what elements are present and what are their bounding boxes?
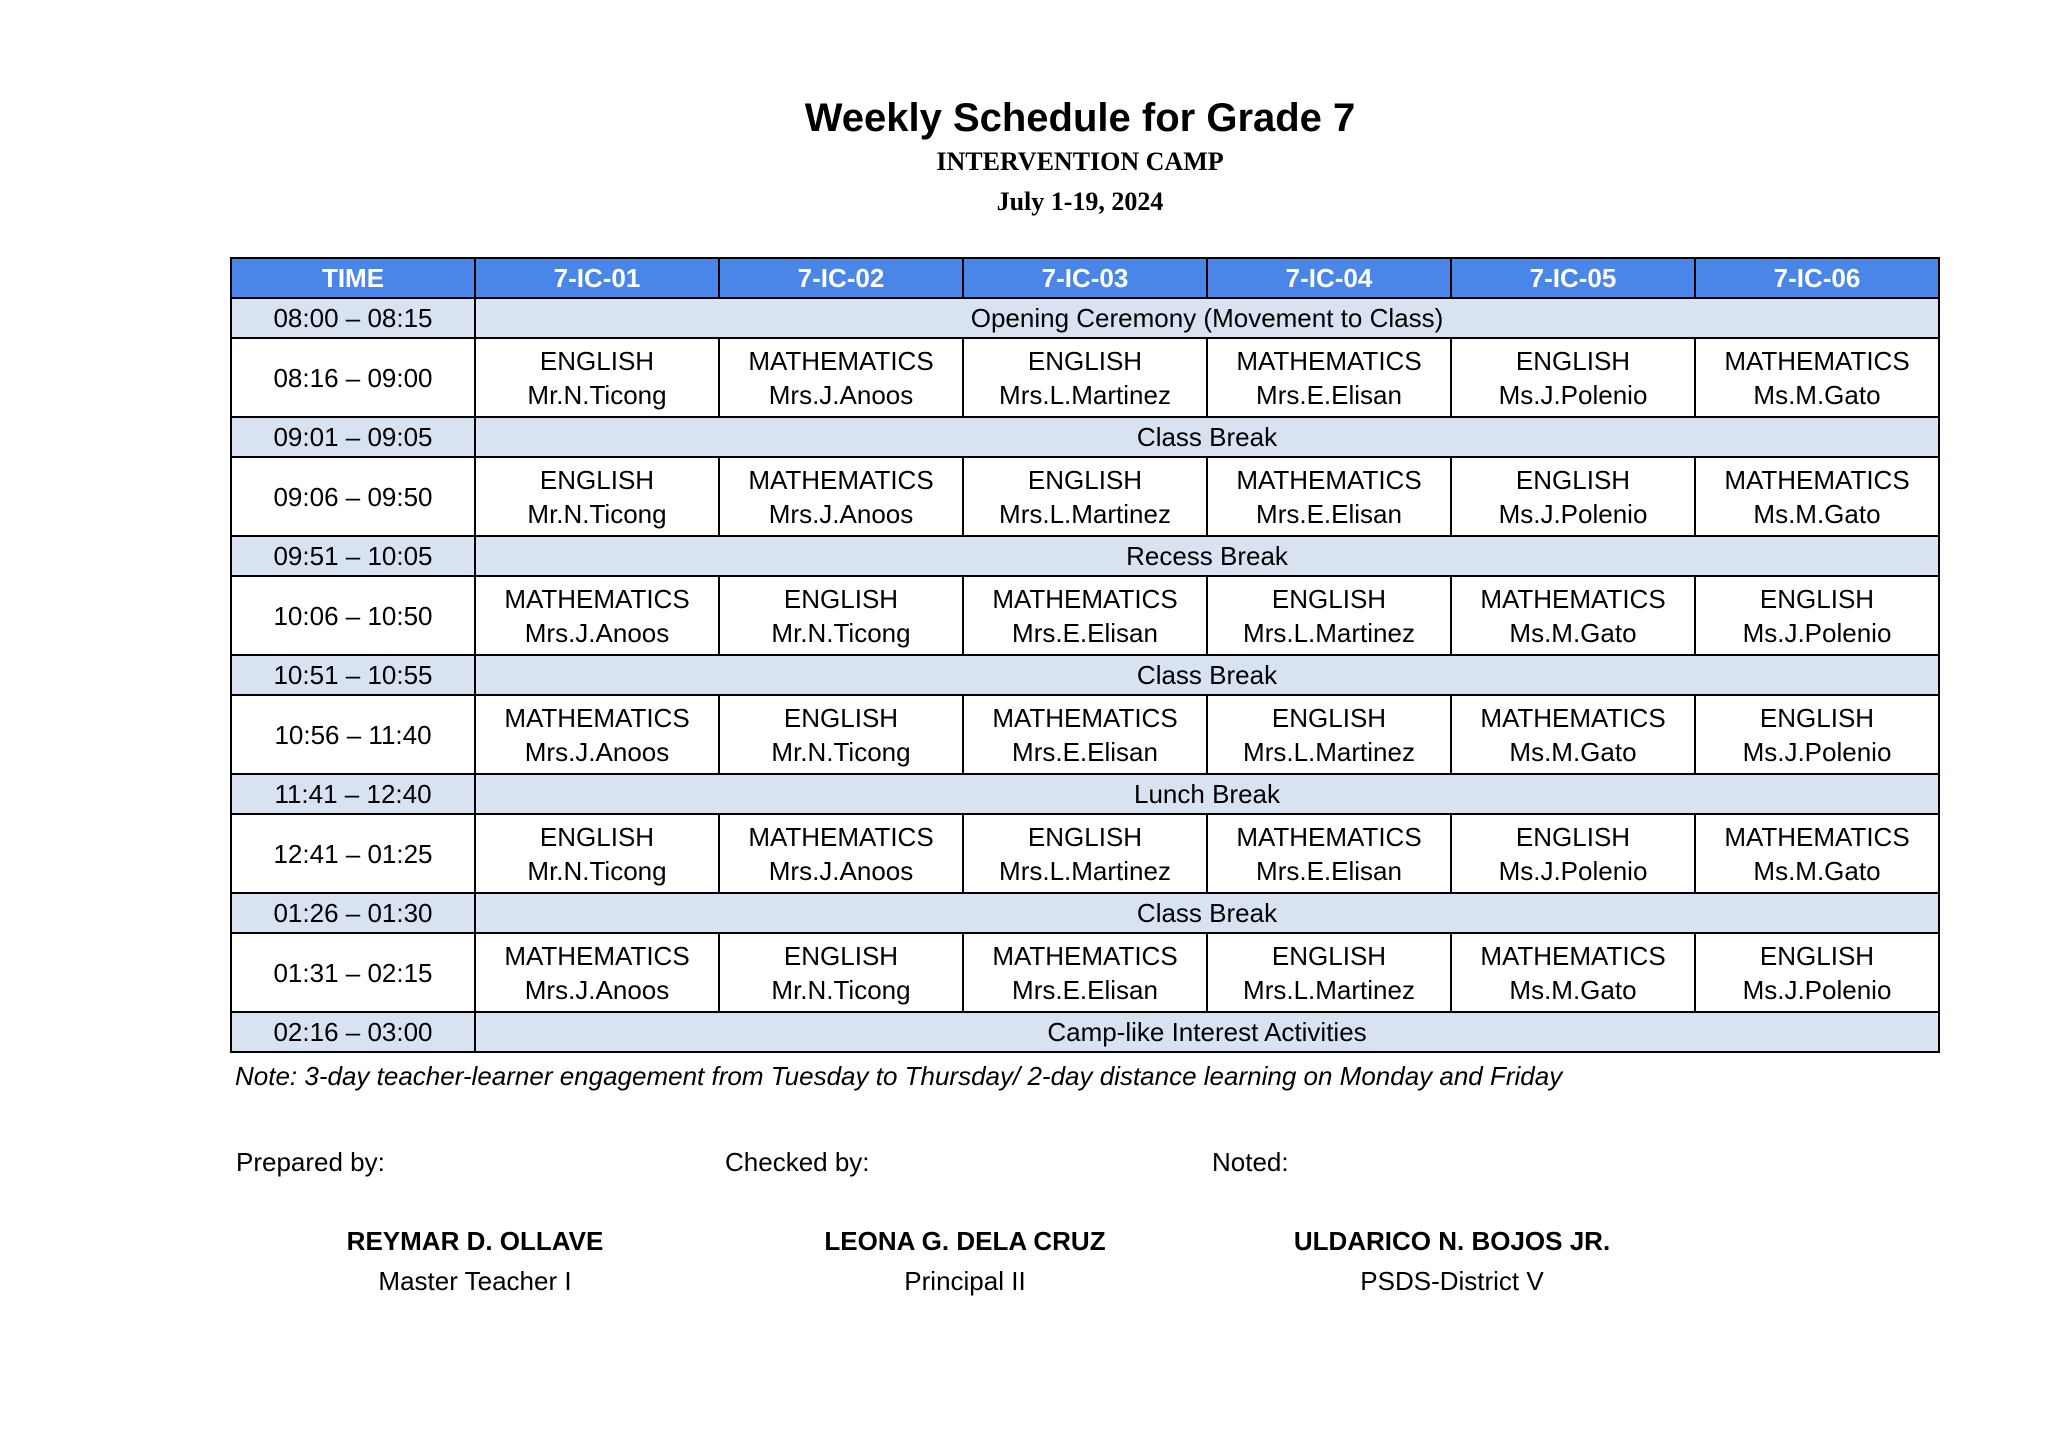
column-header-section: 7-IC-04 <box>1207 258 1451 298</box>
class-cell <box>963 933 1207 1012</box>
subject-label: ENGLISH <box>1759 940 1875 971</box>
subject-label: ENGLISH <box>1027 345 1143 376</box>
class-cell <box>719 814 963 893</box>
class-cell <box>963 338 1207 417</box>
break-row <box>231 417 1939 457</box>
teacher-name: Mrs.L.Martinez <box>1243 736 1415 767</box>
teacher-name: Ms.M.Gato <box>1753 498 1881 529</box>
teacher-name: Ms.M.Gato <box>1509 617 1637 648</box>
class-cell <box>1451 933 1695 1012</box>
teacher-name: Mr.N.Ticong <box>771 736 911 767</box>
class-cell <box>475 814 719 893</box>
subject-label: ENGLISH <box>1515 821 1631 852</box>
activity-band: Recess Break <box>475 536 1939 576</box>
teacher-name: Ms.M.Gato <box>1509 736 1637 767</box>
subject-label: MATHEMATICS <box>748 464 934 495</box>
teacher-name: Mrs.L.Martinez <box>999 379 1171 410</box>
time-cell: 09:01 – 09:05 <box>231 417 475 457</box>
time-cell: 01:31 – 02:15 <box>231 933 475 1012</box>
subject-label: MATHEMATICS <box>1724 464 1910 495</box>
subject-label: MATHEMATICS <box>504 583 690 614</box>
teacher-name: Mrs.E.Elisan <box>1256 498 1402 529</box>
subject-label: MATHEMATICS <box>748 821 934 852</box>
subject-label: ENGLISH <box>539 345 655 376</box>
page-subtitle: INTERVENTION CAMP <box>936 147 1224 176</box>
class-cell <box>963 695 1207 774</box>
teacher-name: Mr.N.Ticong <box>527 855 667 886</box>
time-cell: 10:06 – 10:50 <box>231 576 475 655</box>
time-cell: 10:51 – 10:55 <box>231 655 475 695</box>
class-cell <box>1451 695 1695 774</box>
prepared-by-label: Prepared by: <box>236 1147 385 1177</box>
column-header-section: 7-IC-06 <box>1695 258 1939 298</box>
teacher-name: Mrs.E.Elisan <box>1256 379 1402 410</box>
class-cell <box>1695 933 1939 1012</box>
time-cell: 10:56 – 11:40 <box>231 695 475 774</box>
subject-label: MATHEMATICS <box>1480 583 1666 614</box>
time-cell: 01:26 – 01:30 <box>231 893 475 933</box>
break-row <box>231 536 1939 576</box>
teacher-name: Mrs.L.Martinez <box>999 855 1171 886</box>
subject-label: MATHEMATICS <box>1236 464 1422 495</box>
class-row <box>231 457 1939 536</box>
teacher-name: Mrs.J.Anoos <box>768 855 914 886</box>
subject-label: ENGLISH <box>1271 583 1387 614</box>
teacher-name: Ms.J.Polenio <box>1498 498 1648 529</box>
class-cell <box>1207 576 1451 655</box>
noted-label: Noted: <box>1212 1147 1289 1177</box>
class-cell <box>1451 457 1695 536</box>
subject-label: MATHEMATICS <box>1236 821 1422 852</box>
teacher-name: Mr.N.Ticong <box>527 498 667 529</box>
class-cell <box>475 576 719 655</box>
class-cell <box>1451 576 1695 655</box>
activity-band: Class Break <box>475 893 1939 933</box>
teacher-name: Ms.J.Polenio <box>1742 974 1892 1005</box>
subject-label: MATHEMATICS <box>1236 345 1422 376</box>
teacher-name: Mr.N.Ticong <box>771 617 911 648</box>
teacher-name: Mrs.J.Anoos <box>768 379 914 410</box>
class-row <box>231 338 1939 417</box>
teacher-name: Mrs.J.Anoos <box>524 974 670 1005</box>
break-row <box>231 1012 1939 1052</box>
date-range: July 1-19, 2024 <box>996 187 1164 216</box>
class-cell <box>1207 695 1451 774</box>
break-row <box>231 298 1939 338</box>
class-cell <box>1451 338 1695 417</box>
subject-label: MATHEMATICS <box>748 345 934 376</box>
subject-label: ENGLISH <box>1515 464 1631 495</box>
class-cell <box>1207 933 1451 1012</box>
teacher-name: Ms.M.Gato <box>1753 855 1881 886</box>
subject-label: ENGLISH <box>1027 821 1143 852</box>
teacher-name: Ms.M.Gato <box>1509 974 1637 1005</box>
class-cell <box>719 933 963 1012</box>
subject-label: ENGLISH <box>783 583 899 614</box>
class-cell <box>475 338 719 417</box>
subject-label: MATHEMATICS <box>992 583 1178 614</box>
class-row <box>231 576 1939 655</box>
activity-band: Lunch Break <box>475 774 1939 814</box>
teacher-name: Mrs.L.Martinez <box>1243 974 1415 1005</box>
teacher-name: Ms.J.Polenio <box>1498 855 1648 886</box>
class-cell <box>719 338 963 417</box>
class-row <box>231 933 1939 1012</box>
break-row <box>231 655 1939 695</box>
class-cell <box>963 814 1207 893</box>
class-cell <box>1451 814 1695 893</box>
column-header-section: 7-IC-02 <box>719 258 963 298</box>
class-cell <box>1695 338 1939 417</box>
time-cell: 02:16 – 03:00 <box>231 1012 475 1052</box>
table-header-row <box>231 258 1939 298</box>
subject-label: MATHEMATICS <box>1724 345 1910 376</box>
activity-band: Class Break <box>475 417 1939 457</box>
class-row <box>231 695 1939 774</box>
table-body <box>231 298 1939 1052</box>
teacher-name: Mrs.E.Elisan <box>1012 974 1158 1005</box>
teacher-name: Ms.M.Gato <box>1753 379 1881 410</box>
break-row <box>231 893 1939 933</box>
class-cell <box>1695 457 1939 536</box>
schedule-table <box>230 257 1940 1053</box>
subject-label: MATHEMATICS <box>504 940 690 971</box>
break-row <box>231 774 1939 814</box>
checked-by-label: Checked by: <box>725 1147 870 1177</box>
teacher-name: Mr.N.Ticong <box>771 974 911 1005</box>
column-header-time: TIME <box>231 258 475 298</box>
noter-role: PSDS-District V <box>1360 1266 1544 1296</box>
preparer-name: REYMAR D. OLLAVE <box>346 1226 604 1256</box>
time-cell: 08:00 – 08:15 <box>231 298 475 338</box>
activity-band: Camp-like Interest Activities <box>475 1012 1939 1052</box>
class-row <box>231 814 1939 893</box>
subject-label: MATHEMATICS <box>1480 702 1666 733</box>
class-cell <box>719 576 963 655</box>
column-header-section: 7-IC-05 <box>1451 258 1695 298</box>
subject-label: ENGLISH <box>1759 583 1875 614</box>
activity-band: Class Break <box>475 655 1939 695</box>
time-cell: 09:06 – 09:50 <box>231 457 475 536</box>
subject-label: ENGLISH <box>1271 702 1387 733</box>
teacher-name: Mrs.J.Anoos <box>768 498 914 529</box>
column-header-section: 7-IC-03 <box>963 258 1207 298</box>
subject-label: ENGLISH <box>1515 345 1631 376</box>
class-cell <box>963 576 1207 655</box>
time-cell: 08:16 – 09:00 <box>231 338 475 417</box>
teacher-name: Mr.N.Ticong <box>527 379 667 410</box>
subject-label: MATHEMATICS <box>504 702 690 733</box>
time-cell: 09:51 – 10:05 <box>231 536 475 576</box>
class-cell <box>475 695 719 774</box>
subject-label: ENGLISH <box>783 940 899 971</box>
subject-label: MATHEMATICS <box>992 702 1178 733</box>
subject-label: MATHEMATICS <box>1480 940 1666 971</box>
subject-label: MATHEMATICS <box>992 940 1178 971</box>
subject-label: ENGLISH <box>539 821 655 852</box>
column-header-section: 7-IC-01 <box>475 258 719 298</box>
activity-band: Opening Ceremony (Movement to Class) <box>475 298 1939 338</box>
class-cell <box>719 457 963 536</box>
teacher-name: Ms.J.Polenio <box>1498 379 1648 410</box>
checker-role: Principal II <box>904 1266 1026 1296</box>
class-cell <box>475 933 719 1012</box>
teacher-name: Mrs.E.Elisan <box>1012 736 1158 767</box>
class-cell <box>1695 576 1939 655</box>
class-cell <box>1695 814 1939 893</box>
subject-label: ENGLISH <box>1027 464 1143 495</box>
class-cell <box>963 457 1207 536</box>
subject-label: ENGLISH <box>539 464 655 495</box>
teacher-name: Ms.J.Polenio <box>1742 736 1892 767</box>
class-cell <box>1207 338 1451 417</box>
schedule-note: Note: 3-day teacher-learner engagement from Tuesday to Thursday/ 2-day distance learning on Monday and Friday <box>235 1061 1563 1091</box>
class-cell <box>1207 814 1451 893</box>
class-cell <box>1695 695 1939 774</box>
page-title: Weekly Schedule for Grade 7 <box>804 96 1356 140</box>
class-cell <box>1207 457 1451 536</box>
time-cell: 12:41 – 01:25 <box>231 814 475 893</box>
subject-label: ENGLISH <box>1759 702 1875 733</box>
checker-name: LEONA G. DELA CRUZ <box>824 1226 1106 1256</box>
teacher-name: Ms.J.Polenio <box>1742 617 1892 648</box>
preparer-role: Master Teacher I <box>378 1266 572 1296</box>
teacher-name: Mrs.E.Elisan <box>1256 855 1402 886</box>
teacher-name: Mrs.L.Martinez <box>1243 617 1415 648</box>
time-cell: 11:41 – 12:40 <box>231 774 475 814</box>
class-cell <box>719 695 963 774</box>
teacher-name: Mrs.J.Anoos <box>524 736 670 767</box>
subject-label: ENGLISH <box>783 702 899 733</box>
class-cell <box>475 457 719 536</box>
noter-name: ULDARICO N. BOJOS JR. <box>1293 1226 1611 1256</box>
teacher-name: Mrs.L.Martinez <box>999 498 1171 529</box>
teacher-name: Mrs.J.Anoos <box>524 617 670 648</box>
subject-label: MATHEMATICS <box>1724 821 1910 852</box>
teacher-name: Mrs.E.Elisan <box>1012 617 1158 648</box>
subject-label: ENGLISH <box>1271 940 1387 971</box>
